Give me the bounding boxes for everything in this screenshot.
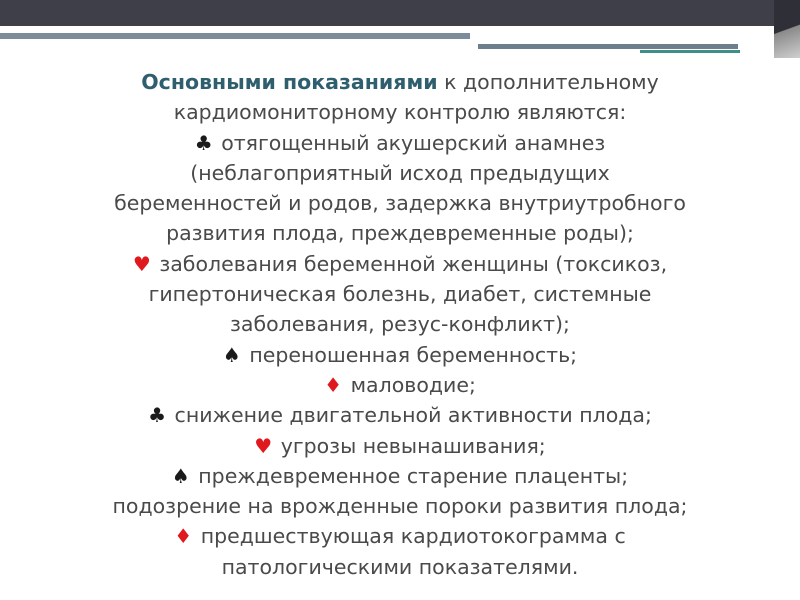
line-text: кардиомониторному контролю являются:	[173, 100, 627, 125]
line-text: угрозы невынашивания;	[274, 433, 546, 458]
text-line	[40, 370, 760, 400]
text-line	[40, 97, 760, 127]
slide-header-band	[0, 0, 800, 26]
line-text: предшествующая кардиотокограмма с	[194, 524, 626, 549]
spade-bullet-icon: ♠	[222, 342, 241, 367]
line-text: к дополнительному	[437, 70, 659, 94]
lead-emphasis: Основными показаниями	[141, 70, 438, 94]
line-text: (неблагоприятный исход предыдущих	[190, 160, 610, 185]
line-text: заболевания беременной женщины (токсикоз,	[152, 251, 668, 276]
line-text: гипертоническая болезнь, диабет, системные	[148, 282, 652, 307]
line-text: преждевременное старение плаценты;	[191, 463, 629, 488]
page-curl-corner	[774, 0, 800, 58]
diamond-bullet-icon: ♦	[324, 372, 343, 397]
line-text: снижение двигательной активности плода;	[168, 403, 652, 428]
club-bullet-icon: ♣	[194, 130, 213, 155]
diamond-bullet-icon: ♦	[174, 524, 193, 549]
heart-bullet-icon: ♥	[132, 251, 151, 276]
text-line	[40, 552, 760, 582]
text-line	[40, 400, 760, 430]
header-rule-left	[0, 33, 470, 39]
line-text: патологическими показателями.	[221, 554, 579, 579]
text-line	[40, 521, 760, 551]
text-line	[40, 188, 760, 218]
text-line	[40, 309, 760, 339]
club-bullet-icon: ♣	[148, 403, 167, 428]
text-line	[40, 249, 760, 279]
text-line	[40, 67, 760, 97]
text-line	[40, 491, 760, 521]
line-text: подозрение на врожденные пороки развития плода;	[112, 494, 688, 519]
header-rule-right	[478, 44, 738, 49]
slide-body-text	[40, 67, 760, 582]
heart-bullet-icon: ♥	[254, 433, 273, 458]
text-line	[40, 279, 760, 309]
line-text: переношенная беременность;	[242, 342, 578, 367]
line-text: отягощенный акушерский анамнез	[214, 130, 606, 155]
text-line	[40, 128, 760, 158]
text-line	[40, 158, 760, 188]
line-text: развития плода, преждевременные роды);	[166, 221, 634, 246]
line-text: заболевания, резус-конфликт);	[230, 312, 570, 337]
line-text: беременностей и родов, задержка внутриутробного	[114, 191, 686, 216]
text-line	[40, 431, 760, 461]
header-rule-accent	[640, 50, 740, 53]
spade-bullet-icon: ♠	[171, 463, 190, 488]
line-text: маловодие;	[344, 372, 476, 397]
text-line	[40, 461, 760, 491]
text-line	[40, 218, 760, 248]
text-line	[40, 340, 760, 370]
